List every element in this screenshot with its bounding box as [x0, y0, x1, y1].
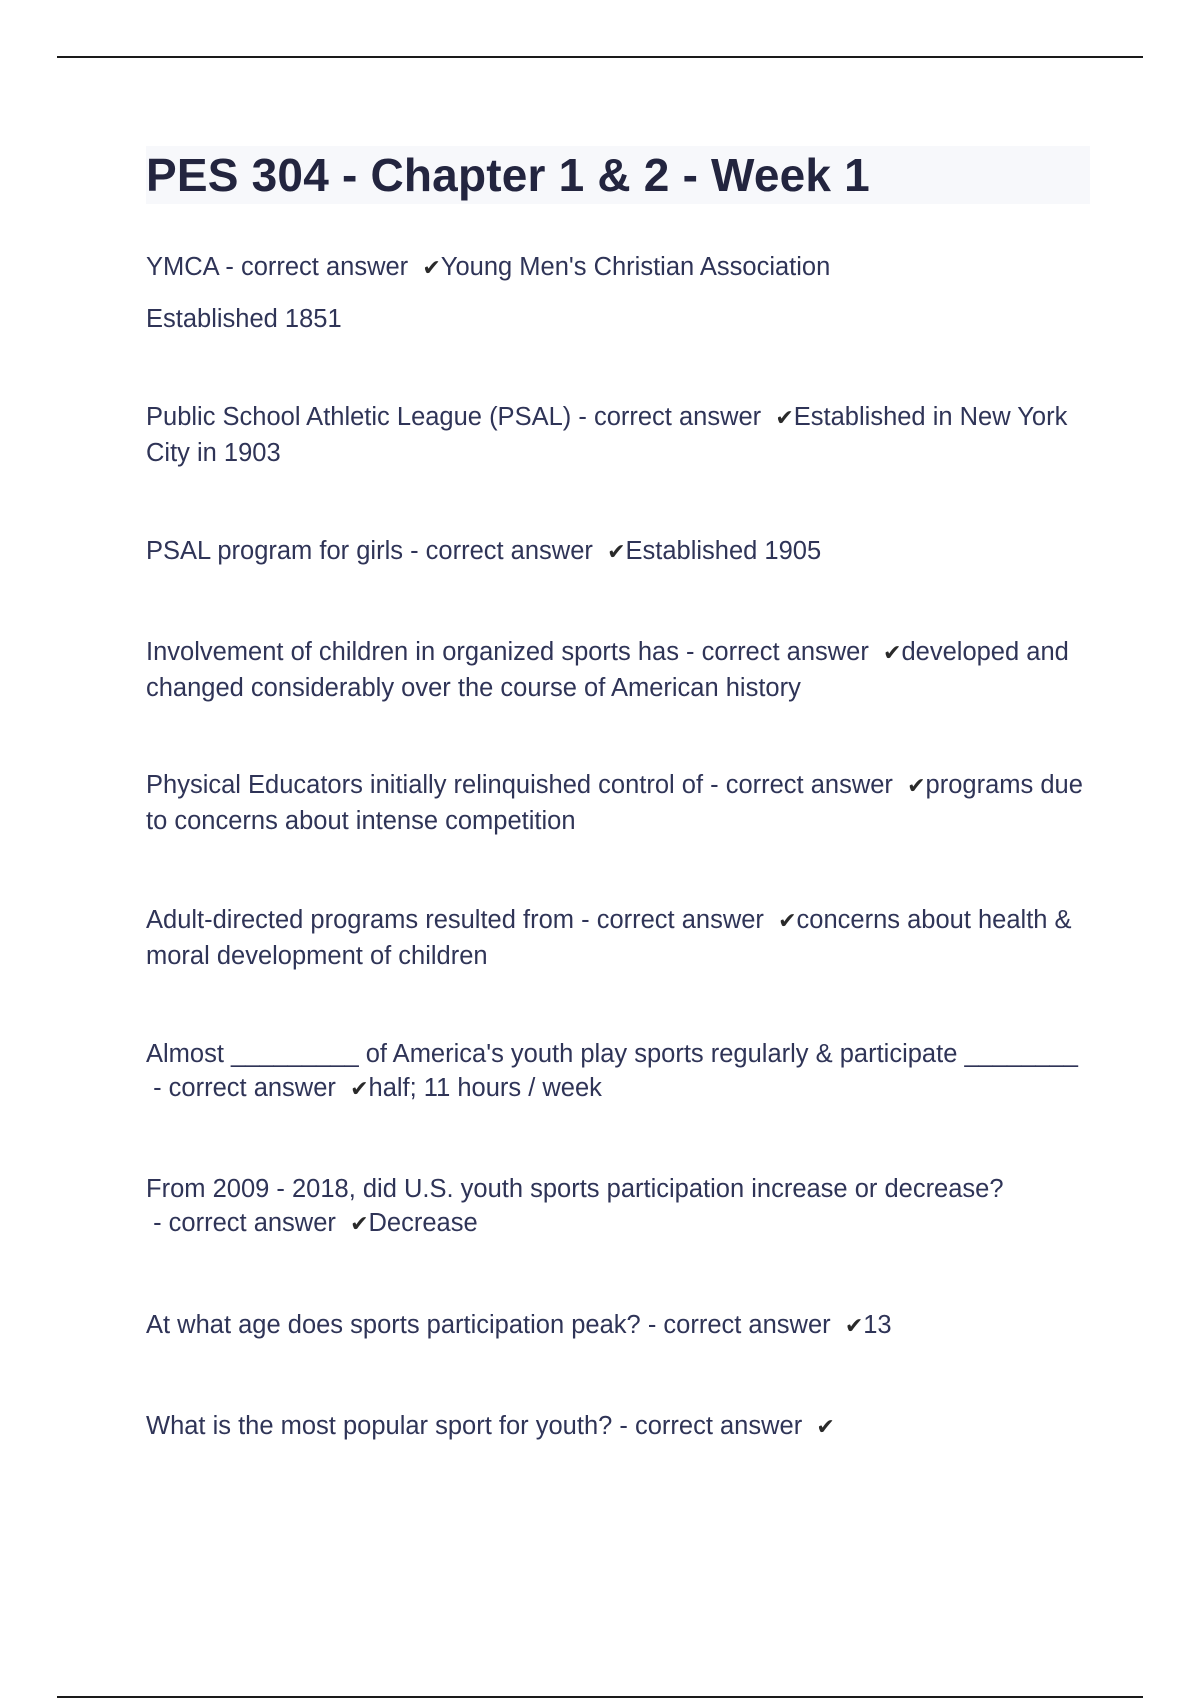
answer-label: correct answer: [701, 638, 869, 666]
answer-label: correct answer: [168, 1209, 336, 1237]
answer-label: correct answer: [240, 253, 409, 281]
question-text: Physical Educators initially relinquished control of: [146, 771, 704, 799]
answer-label: correct answer: [593, 403, 762, 431]
checkmark-icon: ✔: [844, 1314, 864, 1339]
checkmark-icon: ✔: [883, 641, 902, 666]
answer-text: Established in New York City in 1903: [146, 403, 1068, 467]
question-text: Adult-directed programs resulted from: [146, 906, 575, 934]
checkmark-icon: ✔: [350, 1212, 369, 1237]
answer-label: correct answer: [663, 1311, 831, 1339]
question-text: What is the most popular sport for youth?: [146, 1412, 613, 1440]
answer-text: Decrease: [368, 1209, 478, 1237]
question-text: YMCA: [146, 253, 219, 281]
qa-item: YMCA - correct answer ✔Young Men's Christian Association Established 1851: [146, 250, 830, 336]
qa-item: Involvement of children in organized sports has - correct answer ✔developed and changed considerably over the course of American history: [146, 638, 1069, 702]
checkmark-icon: ✔: [350, 1077, 369, 1102]
qa-item: Almost _________ of America's youth play sports regularly & participate ________ - correct answer ✔half; 11 hours / week: [146, 1040, 1078, 1102]
qa-item: From 2009 - 2018, did U.S. youth sports participation increase or decrease? - correct answer ✔Decrease: [146, 1175, 1004, 1237]
answer-label: correct answer: [634, 1412, 803, 1440]
answer-text: Young Men's Christian Association: [440, 253, 831, 281]
qa-item: What is the most popular sport for youth? - correct answer ✔: [146, 1412, 835, 1440]
document-body: [146, 146, 1090, 1440]
answer-text: developed and changed considerably over the course of American history: [146, 638, 1069, 702]
answer-text: 13: [863, 1311, 892, 1339]
answer-text: Established 1905: [625, 537, 822, 565]
checkmark-icon: ✔: [816, 1415, 835, 1440]
checkmark-icon: ✔: [907, 774, 926, 799]
top-rule: [57, 56, 1143, 58]
bottom-rule: [57, 1696, 1143, 1698]
title-bar: [146, 146, 1090, 204]
checkmark-icon: ✔: [422, 256, 441, 281]
qa-item: Public School Athletic League (PSAL) - correct answer ✔Established in New York City in 1903: [146, 403, 1068, 467]
answer-text: programs due to concerns about intense competition: [146, 771, 1083, 835]
answer-text: half; 11 hours / week: [368, 1074, 602, 1102]
answer-extra-text: Established 1851: [146, 305, 342, 333]
qa-item: Physical Educators initially relinquished control of - correct answer ✔programs due to concerns about intense competition: [146, 771, 1083, 835]
answer-label: correct answer: [725, 771, 893, 799]
qa-item: At what age does sports participation peak? - correct answer ✔13: [146, 1311, 892, 1339]
question-text: PSAL program for girls: [146, 537, 403, 565]
checkmark-icon: ✔: [778, 909, 797, 934]
qa-item: PSAL program for girls - correct answer ✔Established 1905: [146, 537, 822, 565]
question-text: Almost _________ of America's youth play sports regularly & participate ________: [146, 1040, 1078, 1068]
answer-label: correct answer: [425, 537, 593, 565]
question-text: From 2009 - 2018, did U.S. youth sports participation increase or decrease?: [146, 1175, 1004, 1203]
qa-item: Adult-directed programs resulted from - correct answer ✔concerns about health & moral development of children: [146, 906, 1072, 970]
question-text: Involvement of children in organized sports has: [146, 638, 679, 666]
checkmark-icon: ✔: [775, 406, 794, 431]
answer-text: concerns about health & moral development of children: [146, 906, 1072, 970]
answer-label: correct answer: [596, 906, 764, 934]
question-text: Public School Athletic League (PSAL): [146, 403, 572, 431]
question-text: At what age does sports participation peak?: [146, 1311, 641, 1339]
document-title: PES 304 - Chapter 1 & 2 - Week 1: [146, 149, 870, 201]
answer-label: correct answer: [168, 1074, 336, 1102]
checkmark-icon: ✔: [607, 540, 626, 565]
